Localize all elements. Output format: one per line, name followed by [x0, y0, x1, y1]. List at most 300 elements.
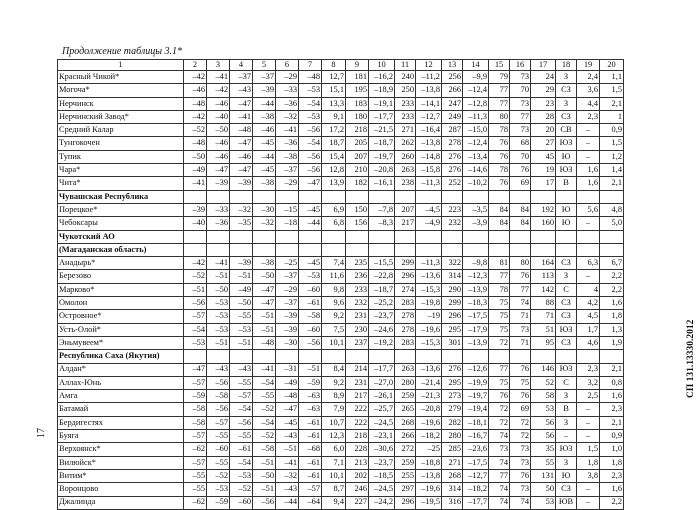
- value-cell: –37: [230, 71, 253, 84]
- value-cell: –64: [299, 496, 322, 509]
- value-cell: 3,8: [577, 469, 600, 482]
- value-cell: –12,7: [416, 110, 442, 123]
- value-cell: 50: [531, 483, 556, 496]
- value-cell: –50: [184, 150, 207, 163]
- table-row: [58, 71, 624, 84]
- station-name: Тупик: [58, 150, 184, 163]
- value-cell: 181: [346, 71, 369, 84]
- empty-cell: [299, 243, 322, 256]
- table-row: [58, 483, 624, 496]
- empty-cell: [369, 350, 395, 363]
- value-cell: 180: [346, 110, 369, 123]
- value-cell: 283: [395, 336, 416, 349]
- value-cell: 76: [489, 390, 510, 403]
- value-cell: –23,6: [463, 443, 489, 456]
- value-cell: –14,8: [416, 150, 442, 163]
- section-row: [58, 243, 624, 256]
- value-cell: 9,4: [322, 496, 346, 509]
- station-name: Красный Чикой*: [58, 71, 184, 84]
- header-cell: 10: [369, 60, 395, 71]
- value-cell: –56: [207, 403, 230, 416]
- station-name: Усть-Олой*: [58, 323, 184, 336]
- value-cell: 279: [442, 403, 463, 416]
- station-name: Верхоянск*: [58, 443, 184, 456]
- station-name: Амга: [58, 390, 184, 403]
- value-cell: 73: [510, 323, 531, 336]
- value-cell: 72: [489, 403, 510, 416]
- value-cell: –40: [184, 217, 207, 230]
- value-cell: 299: [442, 297, 463, 310]
- empty-cell: [556, 190, 577, 203]
- value-cell: 1,6: [577, 177, 600, 190]
- document-code: СП 131.13330.2012: [686, 319, 696, 398]
- value-cell: 2,3: [577, 363, 600, 376]
- value-cell: 268: [442, 469, 463, 482]
- value-cell: –46: [184, 84, 207, 97]
- value-cell: –32: [276, 469, 299, 482]
- value-cell: –56: [184, 297, 207, 310]
- value-cell: 299: [395, 257, 416, 270]
- value-cell: 274: [395, 283, 416, 296]
- value-cell: 10,7: [322, 416, 346, 429]
- value-cell: –27,0: [369, 376, 395, 389]
- station-name: Средний Калар: [58, 124, 184, 137]
- value-cell: 6,8: [322, 217, 346, 230]
- empty-cell: [184, 243, 207, 256]
- empty-cell: [463, 230, 489, 243]
- table-row: [58, 403, 624, 416]
- header-cell: 19: [577, 60, 600, 71]
- value-cell: –61: [299, 456, 322, 469]
- table-row: [58, 177, 624, 190]
- value-cell: 76: [510, 363, 531, 376]
- value-cell: –25: [416, 443, 442, 456]
- value-cell: 73: [510, 124, 531, 137]
- value-cell: –19,4: [463, 403, 489, 416]
- value-cell: –13,9: [463, 336, 489, 349]
- value-cell: –53: [207, 310, 230, 323]
- value-cell: –41: [207, 71, 230, 84]
- value-cell: 17,2: [322, 124, 346, 137]
- value-cell: 195: [346, 84, 369, 97]
- value-cell: –38: [253, 257, 276, 270]
- table-row: [58, 124, 624, 137]
- value-cell: 4,8: [600, 203, 624, 216]
- value-cell: 246: [346, 483, 369, 496]
- value-cell: –53: [207, 297, 230, 310]
- empty-cell: [489, 230, 510, 243]
- value-cell: 78: [489, 283, 510, 296]
- value-cell: –32: [253, 217, 276, 230]
- empty-cell: [463, 243, 489, 256]
- value-cell: –61: [299, 416, 322, 429]
- value-cell: –23,1: [369, 430, 395, 443]
- value-cell: –12,7: [463, 469, 489, 482]
- empty-cell: [253, 243, 276, 256]
- value-cell: С: [556, 283, 577, 296]
- value-cell: 235: [346, 257, 369, 270]
- empty-cell: [184, 190, 207, 203]
- station-name: Эньмувеем*: [58, 336, 184, 349]
- empty-cell: [416, 350, 442, 363]
- value-cell: –53: [299, 84, 322, 97]
- value-cell: 77: [489, 270, 510, 283]
- value-cell: –37: [276, 270, 299, 283]
- value-cell: 316: [442, 496, 463, 509]
- empty-cell: [577, 190, 600, 203]
- empty-cell: [276, 243, 299, 256]
- empty-cell: [577, 350, 600, 363]
- value-cell: –36: [276, 97, 299, 110]
- value-cell: –43: [230, 363, 253, 376]
- value-cell: 301: [442, 336, 463, 349]
- station-name: Порецкое*: [58, 203, 184, 216]
- value-cell: 231: [346, 376, 369, 389]
- value-cell: –12,4: [463, 137, 489, 150]
- value-cell: –48: [299, 71, 322, 84]
- value-cell: 296: [395, 496, 416, 509]
- value-cell: 249: [442, 110, 463, 123]
- value-cell: 19: [531, 164, 556, 177]
- value-cell: 74: [489, 456, 510, 469]
- value-cell: 76: [489, 177, 510, 190]
- value-cell: 278: [395, 310, 416, 323]
- value-cell: –25,7: [369, 403, 395, 416]
- value-cell: З: [556, 390, 577, 403]
- value-cell: 52: [531, 376, 556, 389]
- value-cell: –3,5: [463, 203, 489, 216]
- value-cell: 1,5: [600, 137, 624, 150]
- empty-cell: [442, 230, 463, 243]
- value-cell: 207: [395, 203, 416, 216]
- value-cell: –55: [230, 310, 253, 323]
- section-title: Чукотский АО: [58, 230, 184, 243]
- value-cell: ЮВ: [556, 496, 577, 509]
- value-cell: 2,2: [600, 270, 624, 283]
- value-cell: –19,6: [416, 483, 442, 496]
- value-cell: 214: [346, 363, 369, 376]
- empty-cell: [276, 190, 299, 203]
- value-cell: 2,1: [600, 97, 624, 110]
- value-cell: –46: [207, 137, 230, 150]
- value-cell: –9,8: [463, 257, 489, 270]
- empty-cell: [369, 190, 395, 203]
- value-cell: –38: [253, 177, 276, 190]
- value-cell: СЗ: [556, 257, 577, 270]
- value-cell: –54: [299, 137, 322, 150]
- value-cell: –18,3: [463, 297, 489, 310]
- value-cell: 78: [489, 164, 510, 177]
- empty-cell: [322, 350, 346, 363]
- value-cell: –47: [184, 363, 207, 376]
- value-cell: –19,6: [416, 416, 442, 429]
- value-cell: –17,5: [463, 310, 489, 323]
- empty-cell: [577, 243, 600, 256]
- value-cell: –56: [299, 336, 322, 349]
- value-cell: –48: [184, 137, 207, 150]
- empty-cell: [299, 190, 322, 203]
- value-cell: 0,9: [600, 124, 624, 137]
- empty-cell: [276, 230, 299, 243]
- value-cell: 2,1: [600, 177, 624, 190]
- value-cell: –53: [299, 270, 322, 283]
- value-cell: –57: [184, 376, 207, 389]
- table-row: [58, 217, 624, 230]
- value-cell: –19: [416, 310, 442, 323]
- value-cell: 6,0: [322, 443, 346, 456]
- value-cell: –38: [253, 110, 276, 123]
- value-cell: 255: [395, 469, 416, 482]
- value-cell: –15,3: [416, 336, 442, 349]
- table-row: [58, 336, 624, 349]
- value-cell: 160: [531, 217, 556, 230]
- table-row: [58, 84, 624, 97]
- table-row: [58, 164, 624, 177]
- value-cell: 2,1: [600, 363, 624, 376]
- empty-cell: [600, 190, 624, 203]
- value-cell: 75: [489, 376, 510, 389]
- value-cell: 84: [510, 203, 531, 216]
- value-cell: 72: [510, 430, 531, 443]
- value-cell: 1,6: [600, 297, 624, 310]
- value-cell: 72: [489, 336, 510, 349]
- value-cell: 8,4: [322, 363, 346, 376]
- value-cell: 6,9: [322, 203, 346, 216]
- value-cell: 0,9: [600, 430, 624, 443]
- value-cell: –45: [276, 416, 299, 429]
- value-cell: СЗ: [556, 336, 577, 349]
- value-cell: –33: [276, 84, 299, 97]
- value-cell: –39: [253, 84, 276, 97]
- table-row: [58, 97, 624, 110]
- header-cell: 14: [463, 60, 489, 71]
- value-cell: 236: [346, 270, 369, 283]
- value-cell: 74: [510, 496, 531, 509]
- empty-cell: [510, 243, 531, 256]
- value-cell: 71: [510, 310, 531, 323]
- value-cell: –13,8: [416, 84, 442, 97]
- empty-cell: [230, 190, 253, 203]
- value-cell: –39: [276, 323, 299, 336]
- value-cell: –53: [299, 110, 322, 123]
- value-cell: 24: [531, 71, 556, 84]
- value-cell: –42: [184, 110, 207, 123]
- value-cell: 4: [577, 283, 600, 296]
- header-cell: 18: [556, 60, 577, 71]
- value-cell: 9,2: [322, 376, 346, 389]
- value-cell: 77: [489, 84, 510, 97]
- value-cell: –55: [184, 483, 207, 496]
- value-cell: В: [556, 403, 577, 416]
- value-cell: –51: [253, 323, 276, 336]
- value-cell: 222: [346, 416, 369, 429]
- value-cell: –47: [230, 137, 253, 150]
- value-cell: 58: [531, 390, 556, 403]
- value-cell: –41: [184, 177, 207, 190]
- value-cell: 266: [442, 84, 463, 97]
- value-cell: Ю: [556, 469, 577, 482]
- value-cell: –7,8: [369, 203, 395, 216]
- empty-cell: [207, 243, 230, 256]
- value-cell: 23: [531, 97, 556, 110]
- value-cell: –41: [276, 456, 299, 469]
- value-cell: 260: [395, 150, 416, 163]
- value-cell: 53: [531, 496, 556, 509]
- empty-cell: [276, 350, 299, 363]
- value-cell: 218: [346, 430, 369, 443]
- value-cell: –54: [253, 376, 276, 389]
- value-cell: 256: [442, 71, 463, 84]
- value-cell: 70: [510, 84, 531, 97]
- value-cell: В: [556, 177, 577, 190]
- value-cell: 77: [489, 97, 510, 110]
- value-cell: –54: [299, 97, 322, 110]
- value-cell: –30: [276, 336, 299, 349]
- station-name: Нерчинский Завод*: [58, 110, 184, 123]
- header-cell: 12: [416, 60, 442, 71]
- empty-cell: [322, 190, 346, 203]
- value-cell: 3,6: [577, 84, 600, 97]
- value-cell: –: [577, 430, 600, 443]
- value-cell: 230: [346, 323, 369, 336]
- header-cell: 9: [346, 60, 369, 71]
- value-cell: ЮЗ: [556, 164, 577, 177]
- value-cell: –39: [230, 257, 253, 270]
- table-row: [58, 150, 624, 163]
- station-name: Могоча*: [58, 84, 184, 97]
- value-cell: –13,4: [463, 150, 489, 163]
- value-cell: –17,7: [369, 110, 395, 123]
- value-cell: 84: [489, 217, 510, 230]
- value-cell: –24,2: [369, 496, 395, 509]
- value-cell: –57: [184, 430, 207, 443]
- value-cell: –52: [253, 430, 276, 443]
- empty-cell: [600, 350, 624, 363]
- value-cell: 1,3: [600, 323, 624, 336]
- empty-cell: [463, 350, 489, 363]
- value-cell: 4,2: [577, 297, 600, 310]
- value-cell: 77: [510, 110, 531, 123]
- header-cell: 7: [299, 60, 322, 71]
- value-cell: 1,1: [600, 71, 624, 84]
- value-cell: –18: [276, 217, 299, 230]
- value-cell: –38: [276, 150, 299, 163]
- value-cell: –49: [184, 164, 207, 177]
- value-cell: 227: [346, 496, 369, 509]
- value-cell: З: [556, 270, 577, 283]
- station-name: Батамай: [58, 403, 184, 416]
- station-name: Аллах-Юнь: [58, 376, 184, 389]
- value-cell: 271: [395, 124, 416, 137]
- value-cell: 265: [395, 403, 416, 416]
- empty-cell: [299, 230, 322, 243]
- value-cell: –39: [207, 177, 230, 190]
- section-title: (Магаданская область): [58, 243, 184, 256]
- empty-cell: [322, 243, 346, 256]
- value-cell: 76: [489, 137, 510, 150]
- value-cell: –: [577, 137, 600, 150]
- value-cell: –16,4: [416, 124, 442, 137]
- value-cell: –57: [184, 310, 207, 323]
- value-cell: –35: [230, 217, 253, 230]
- value-cell: 146: [531, 363, 556, 376]
- value-cell: Ю: [556, 217, 577, 230]
- value-cell: 75: [510, 376, 531, 389]
- station-name: Чара*: [58, 164, 184, 177]
- value-cell: –: [577, 217, 600, 230]
- value-cell: –20,8: [416, 403, 442, 416]
- value-cell: –30,6: [369, 443, 395, 456]
- value-cell: 295: [442, 323, 463, 336]
- value-cell: 218: [346, 124, 369, 137]
- value-cell: –13,6: [416, 363, 442, 376]
- table-row: [58, 390, 624, 403]
- value-cell: –17,9: [463, 323, 489, 336]
- value-cell: С: [556, 376, 577, 389]
- value-cell: –45: [253, 137, 276, 150]
- table-row: [58, 283, 624, 296]
- value-cell: –: [556, 430, 577, 443]
- value-cell: 297: [395, 483, 416, 496]
- value-cell: –: [577, 483, 600, 496]
- value-cell: –15,5: [369, 257, 395, 270]
- value-cell: 4,6: [577, 336, 600, 349]
- value-cell: 271: [442, 456, 463, 469]
- value-cell: 210: [346, 164, 369, 177]
- value-cell: –33: [207, 203, 230, 216]
- value-cell: –3,9: [463, 217, 489, 230]
- empty-cell: [184, 350, 207, 363]
- value-cell: 232: [442, 217, 463, 230]
- value-cell: 276: [442, 150, 463, 163]
- value-cell: 77: [489, 469, 510, 482]
- value-cell: 296: [442, 310, 463, 323]
- value-cell: –25: [276, 257, 299, 270]
- value-cell: –58: [207, 390, 230, 403]
- empty-cell: [442, 190, 463, 203]
- value-cell: 268: [395, 416, 416, 429]
- value-cell: 74: [489, 496, 510, 509]
- value-cell: –32: [230, 203, 253, 216]
- value-cell: 7,4: [322, 257, 346, 270]
- value-cell: 113: [531, 270, 556, 283]
- value-cell: 296: [395, 270, 416, 283]
- value-cell: 9,6: [322, 297, 346, 310]
- value-cell: 250: [395, 84, 416, 97]
- header-cell: 1: [58, 60, 184, 71]
- empty-cell: [416, 230, 442, 243]
- value-cell: 4,4: [577, 97, 600, 110]
- value-cell: –: [577, 496, 600, 509]
- value-cell: 71: [531, 310, 556, 323]
- value-cell: 314: [442, 483, 463, 496]
- value-cell: –52: [184, 270, 207, 283]
- value-cell: 2,2: [600, 283, 624, 296]
- value-cell: –62: [184, 443, 207, 456]
- value-cell: 73: [510, 97, 531, 110]
- value-cell: 80: [510, 257, 531, 270]
- value-cell: ЮЗ: [556, 363, 577, 376]
- value-cell: 70: [510, 150, 531, 163]
- header-cell: 6: [276, 60, 299, 71]
- value-cell: 1,7: [577, 323, 600, 336]
- value-cell: –29: [276, 71, 299, 84]
- value-cell: 142: [531, 283, 556, 296]
- empty-cell: [230, 350, 253, 363]
- value-cell: 228: [346, 443, 369, 456]
- value-cell: –41: [207, 257, 230, 270]
- value-cell: ЮЗ: [556, 443, 577, 456]
